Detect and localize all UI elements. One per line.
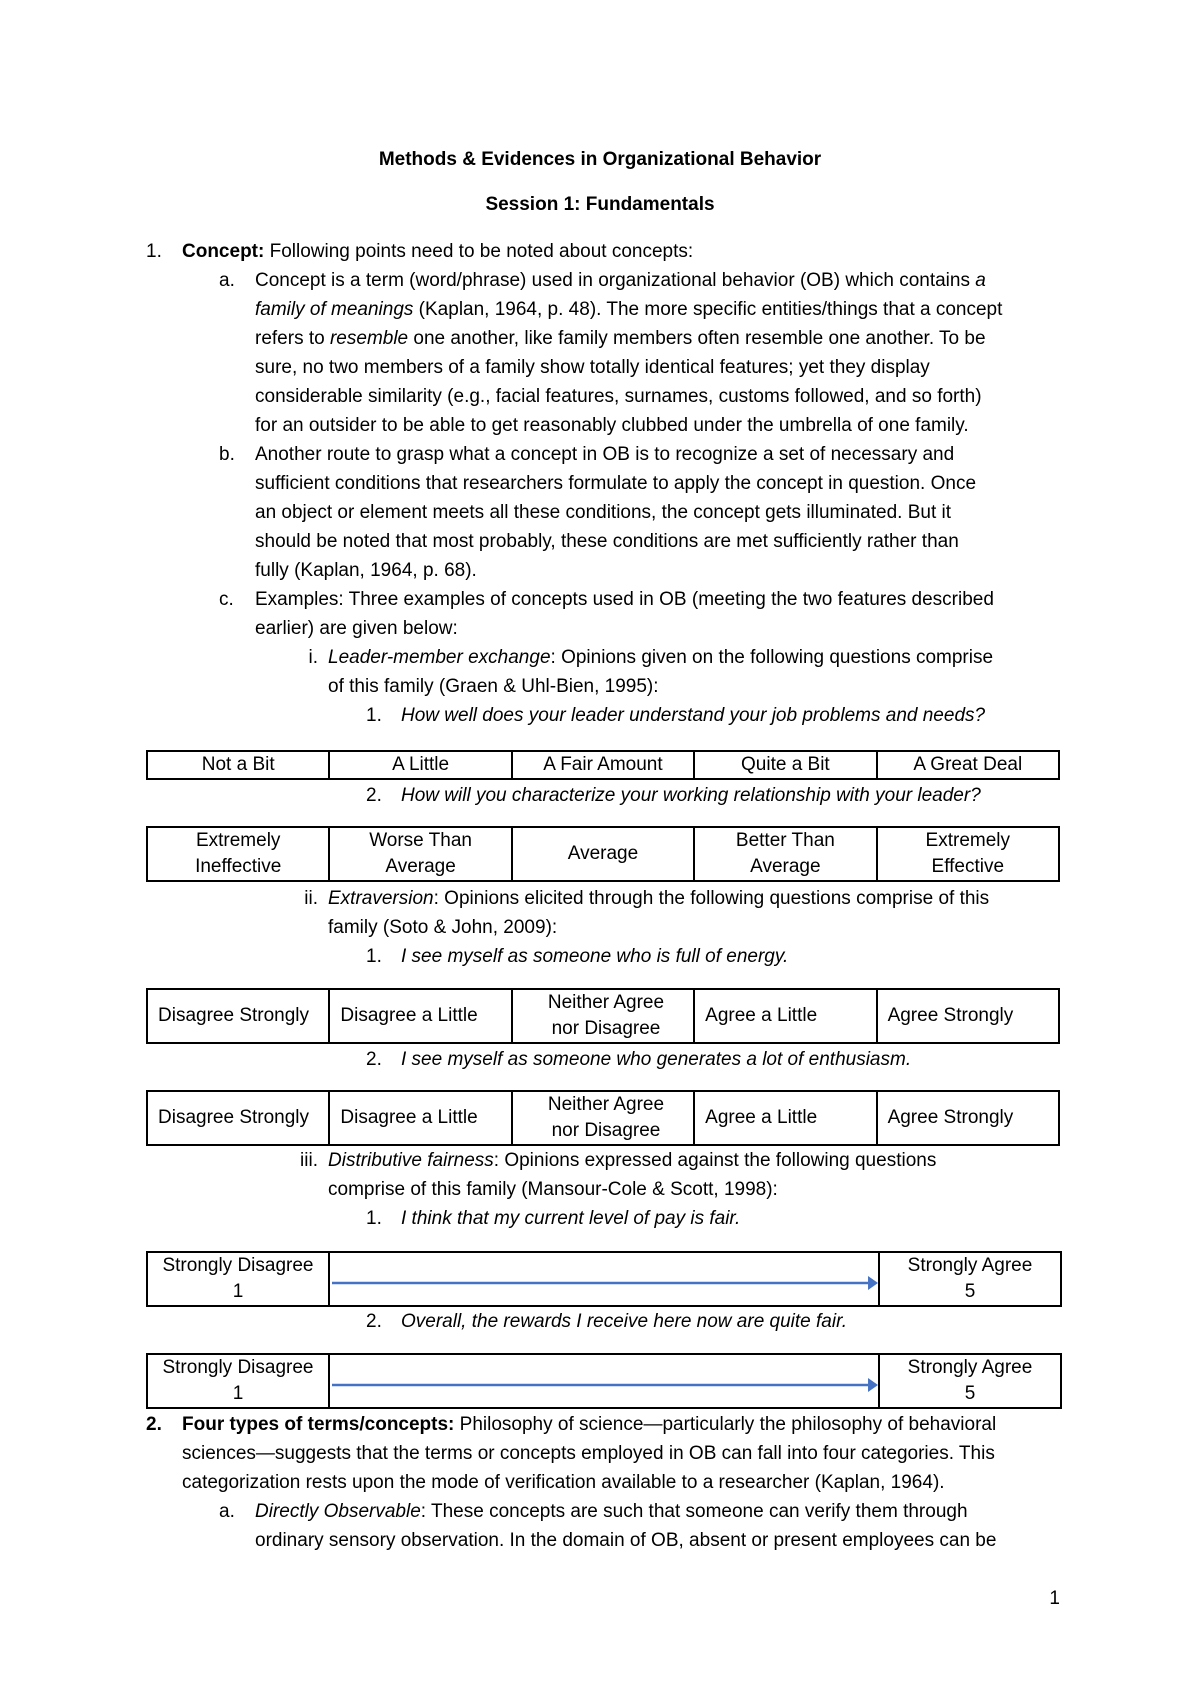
section-1-number: 1. [146, 241, 162, 262]
item-1c-line-1: Examples: Three examples of concepts used in OB (meeting the two features described [255, 589, 994, 610]
item-1c-marker: c. [219, 589, 234, 610]
scale-option: Extremely Ineffective [147, 827, 329, 881]
item-1a-line-2: family of meanings (Kaplan, 1964, p. 48). The more specific entities/things that a concept [255, 299, 1003, 320]
example-iii-q2-number: 2. [366, 1311, 382, 1332]
item-1a-marker: a. [219, 270, 235, 291]
section-2-line-3: categorization rests upon the mode of verification available to a researcher (Kaplan, 1964). [182, 1472, 945, 1493]
scale-option: Better Than Average [694, 827, 876, 881]
example-iii-line-1: Distributive fairness: Opinions expressed against the following questions [328, 1150, 937, 1171]
scale-option: Neither Agree nor Disagree [512, 1091, 694, 1145]
section-2-number: 2. [146, 1414, 162, 1435]
example-iii-marker: iii. [300, 1150, 318, 1171]
scale-option: Worse Than Average [329, 827, 511, 881]
right-arrow-icon [330, 1355, 878, 1407]
scale-arrow-cell [329, 1252, 879, 1306]
example-iii-q1-number: 1. [366, 1208, 382, 1229]
scale-option: Extremely Effective [877, 827, 1059, 881]
item-1a-line-4: sure, no two members of a family show totally identical features; yet they display [255, 357, 930, 378]
example-i-line-1: Leader-member exchange: Opinions given on the following questions comprise [328, 647, 994, 668]
scale-table-fairness-q1 [146, 1251, 1062, 1307]
example-i-marker: i. [308, 647, 318, 668]
session-heading: Session 1: Fundamentals [485, 194, 715, 215]
example-ii-line-2: family (Soto & John, 2009): [328, 917, 558, 938]
item-2a-line-1: Directly Observable: These concepts are such that someone can verify them through [255, 1501, 968, 1522]
scale-arrow-cell [329, 1354, 879, 1408]
scale-option: Agree a Little [694, 1091, 876, 1145]
scale-table-lmx-q2 [146, 826, 1060, 882]
scale-option: Agree Strongly [877, 989, 1059, 1043]
example-ii-line-1: Extraversion: Opinions elicited through the following questions comprise of this [328, 888, 990, 909]
example-ii-marker: ii. [304, 888, 318, 909]
item-1b-line-1: Another route to grasp what a concept in OB is to recognize a set of necessary and [255, 444, 955, 465]
example-i-q1-number: 1. [366, 705, 382, 726]
item-1a-line-3: refers to resemble one another, like family members often resemble one another. To be [255, 328, 986, 349]
scale-anchor-right: Strongly Agree 5 [879, 1252, 1061, 1306]
item-1b-line-3: an object or element meets all these conditions, the concept gets illuminated. But it [255, 502, 952, 523]
right-arrow-icon [330, 1253, 878, 1305]
example-ii-q2-text: I see myself as someone who generates a lot of enthusiasm. [401, 1049, 912, 1070]
item-1b-line-5: fully (Kaplan, 1964, p. 68). [255, 560, 477, 581]
section-1-heading: Concept: Following points need to be noted about concepts: [182, 241, 694, 262]
item-1a-line-6: for an outsider to be able to get reasonably clubbed under the umbrella of one family. [255, 415, 969, 436]
scale-option: Disagree a Little [329, 1091, 511, 1145]
item-1b-line-2: sufficient conditions that researchers formulate to apply the concept in question. Once [255, 473, 977, 494]
item-2a-line-2: ordinary sensory observation. In the domain of OB, absent or present employees can be [255, 1530, 997, 1551]
scale-option: Average [512, 827, 694, 881]
item-1b-line-4: should be noted that most probably, these conditions are met sufficiently rather than [255, 531, 959, 552]
scale-anchor-left: Strongly Disagree 1 [147, 1252, 329, 1306]
scale-option: Agree Strongly [877, 1091, 1059, 1145]
scale-option: Not a Bit [147, 751, 329, 779]
example-iii-q1-text: I think that my current level of pay is fair. [401, 1208, 741, 1229]
example-ii-q2-number: 2. [366, 1049, 382, 1070]
item-1a-line-5: considerable similarity (e.g., facial features, surnames, customs followed, and so forth) [255, 386, 982, 407]
scale-option: Neither Agree nor Disagree [512, 989, 694, 1043]
scale-table-fairness-q2 [146, 1353, 1062, 1409]
example-i-line-2: of this family (Graen & Uhl-Bien, 1995): [328, 676, 659, 697]
item-2a-marker: a. [219, 1501, 235, 1522]
example-ii-q1-text: I see myself as someone who is full of energy. [401, 946, 789, 967]
scale-option: Quite a Bit [694, 751, 876, 779]
scale-option: A Little [329, 751, 511, 779]
document-title: Methods & Evidences in Organizational Behavior [378, 149, 822, 170]
item-1a-line-1: Concept is a term (word/phrase) used in organizational behavior (OB) which contains a [255, 270, 986, 291]
example-ii-q1-number: 1. [366, 946, 382, 967]
example-i-q2-text: How will you characterize your working relationship with your leader? [401, 785, 981, 806]
scale-option: Disagree a Little [329, 989, 511, 1043]
scale-option: A Fair Amount [512, 751, 694, 779]
scale-option: A Great Deal [877, 751, 1059, 779]
scale-table-extraversion-q1 [146, 988, 1060, 1044]
scale-anchor-left: Strongly Disagree 1 [147, 1354, 329, 1408]
example-iii-q2-text: Overall, the rewards I receive here now are quite fair. [401, 1311, 847, 1332]
item-1b-marker: b. [219, 444, 235, 465]
scale-table-lmx-q1 [146, 750, 1060, 780]
scale-option: Disagree Strongly [147, 1091, 329, 1145]
example-i-q2-number: 2. [366, 785, 382, 806]
example-iii-line-2: comprise of this family (Mansour-Cole & Scott, 1998): [328, 1179, 778, 1200]
scale-option: Disagree Strongly [147, 989, 329, 1043]
section-2-line-1: Four types of terms/concepts: Philosophy of science—particularly the philosophy of behavioral [182, 1414, 997, 1435]
item-1c-line-2: earlier) are given below: [255, 618, 458, 639]
page-number: 1 [1049, 1588, 1060, 1609]
section-2-line-2: sciences—suggests that the terms or concepts employed in OB can fall into four categories. This [182, 1443, 995, 1464]
scale-option: Agree a Little [694, 989, 876, 1043]
scale-table-extraversion-q2 [146, 1090, 1060, 1146]
example-i-q1-text: How well does your leader understand your job problems and needs? [401, 705, 986, 726]
scale-anchor-right: Strongly Agree 5 [879, 1354, 1061, 1408]
